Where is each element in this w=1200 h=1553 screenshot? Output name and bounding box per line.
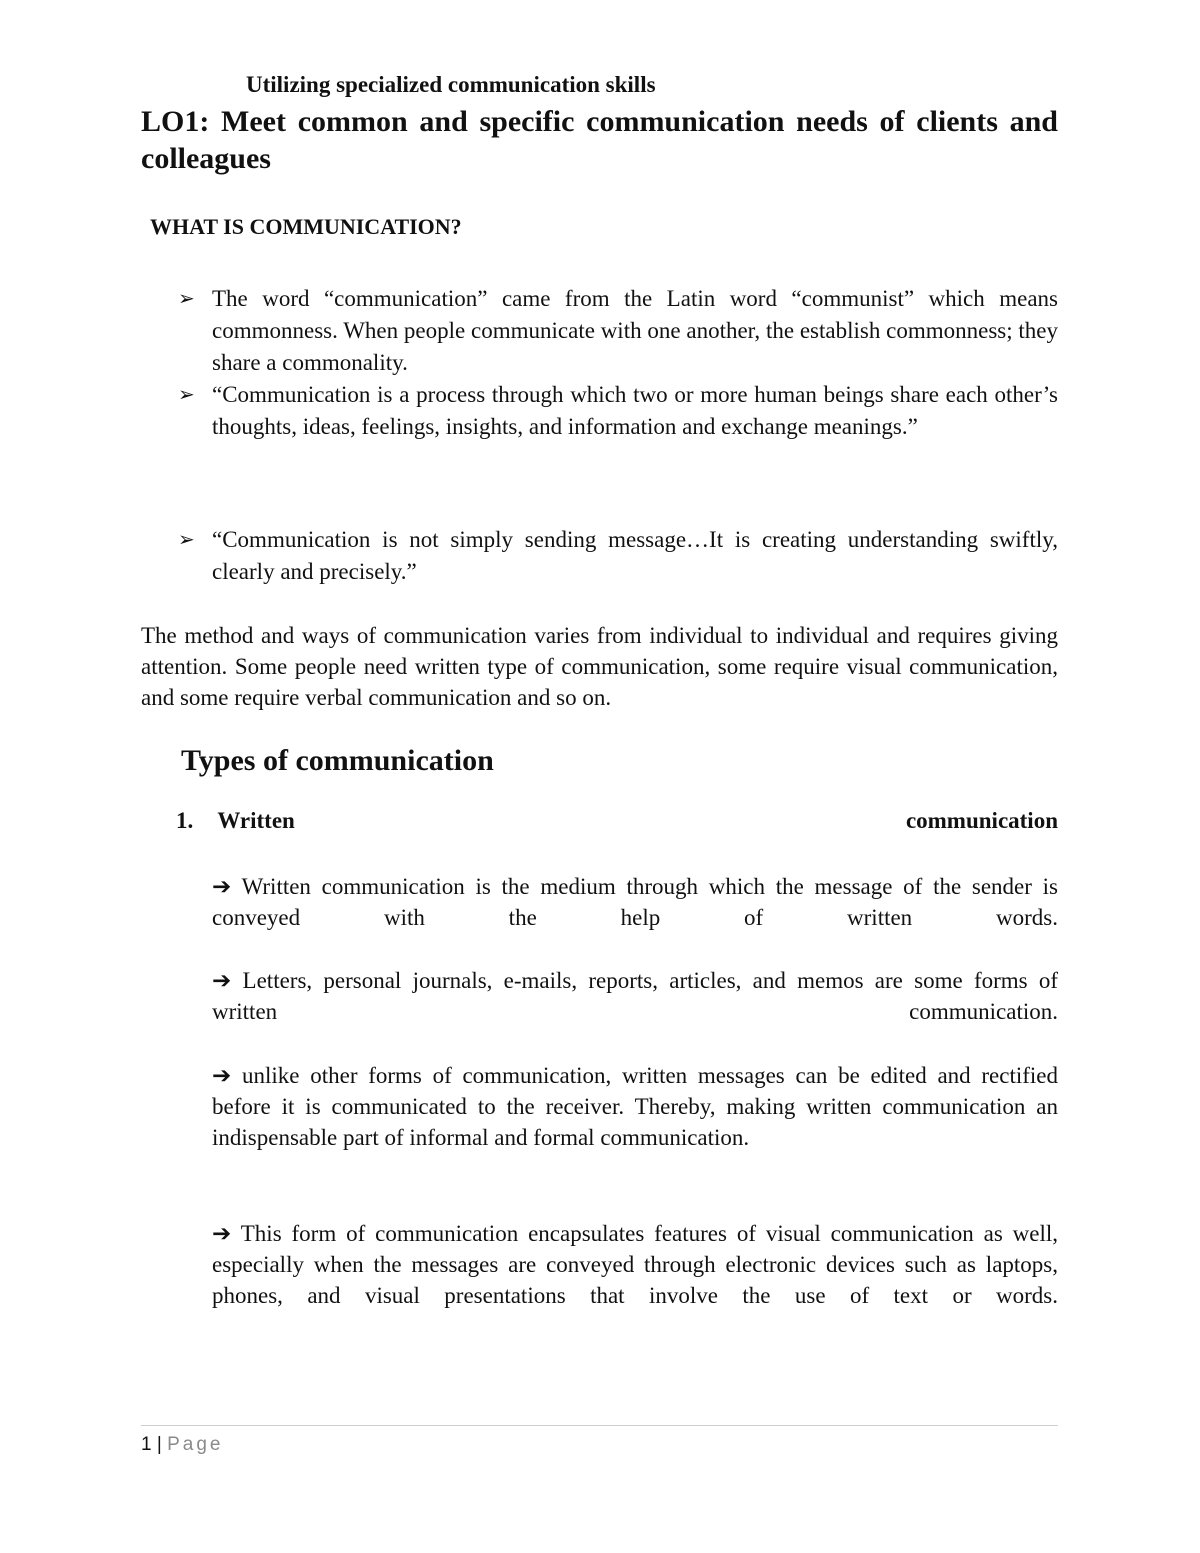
definition-text: “Communication is a process through which two or more human beings share each other’s thoughts, ideas, feelings, insights, and information and exchange meanings.” — [212, 382, 1058, 439]
definition-list — [178, 283, 1058, 443]
footer-separator: | — [156, 1434, 162, 1455]
definition-item — [178, 283, 1058, 379]
right-arrow-icon: ➔ — [212, 874, 232, 899]
heading-word-communication: communication — [905, 808, 1058, 833]
numbered-heading-written-communication — [176, 808, 1058, 834]
written-point — [212, 1218, 1058, 1311]
heading-word-written: Written — [217, 808, 295, 833]
intro-paragraph: The method and ways of communication varies from individual to individual and requires giving attention. Some people need written type of communication, some require visual communication, and some require verbal communication and so on. — [141, 623, 1058, 710]
page-label: Page — [167, 1434, 224, 1455]
written-point — [212, 871, 1058, 933]
types-of-communication-heading: Types of communication — [181, 744, 494, 777]
arrowhead-bullet-icon: ➢ — [178, 529, 195, 551]
definition-item — [178, 379, 1058, 443]
written-point-text: Letters, personal journals, e-mails, reports, articles, and memos are some forms of written communication. — [212, 968, 1059, 1024]
written-point-text: This form of communication encapsulates features of visual communication as well, especially when the messages are conveyed through electronic devices such as laptops, phones, and visual presentations that involve the use of text or words. — [212, 1221, 1058, 1308]
page-number: 1 — [141, 1434, 152, 1455]
right-arrow-icon: ➔ — [212, 1221, 232, 1246]
arrowhead-bullet-icon: ➢ — [178, 288, 195, 310]
written-point-text: unlike other forms of communication, written messages can be edited and rectified before it is communicated to the receiver. Thereby, making written communication an indispensable part of informal and formal communication. — [212, 1063, 1059, 1150]
section-heading-what-is-communication: WHAT IS COMMUNICATION? — [150, 214, 462, 239]
arrowhead-bullet-icon: ➢ — [178, 384, 195, 406]
footer-divider — [141, 1425, 1058, 1426]
document-header-title: Utilizing specialized communication skills — [246, 72, 656, 97]
written-point-text: Written communication is the medium through which the message of the sender is conveyed with the help of written words. — [212, 874, 1058, 930]
page-footer — [141, 1434, 223, 1456]
definition-text: The word “communication” came from the Latin word “communist” which means commonness. When people communicate with one another, the establish commonness; they share a commonality. — [212, 286, 1058, 375]
right-arrow-icon: ➔ — [212, 1063, 232, 1088]
definition-item — [178, 524, 1058, 588]
definition-text: “Communication is not simply sending message…It is creating understanding swiftly, clearly and precisely.” — [212, 527, 1058, 584]
written-point — [212, 965, 1058, 1027]
list-number: 1. — [176, 808, 194, 833]
written-point — [212, 1060, 1058, 1153]
right-arrow-icon: ➔ — [212, 968, 232, 993]
definition-list-continued — [178, 524, 1058, 588]
learning-outcome-title: LO1: Meet common and specific communication needs of clients and colleagues — [141, 105, 1058, 175]
